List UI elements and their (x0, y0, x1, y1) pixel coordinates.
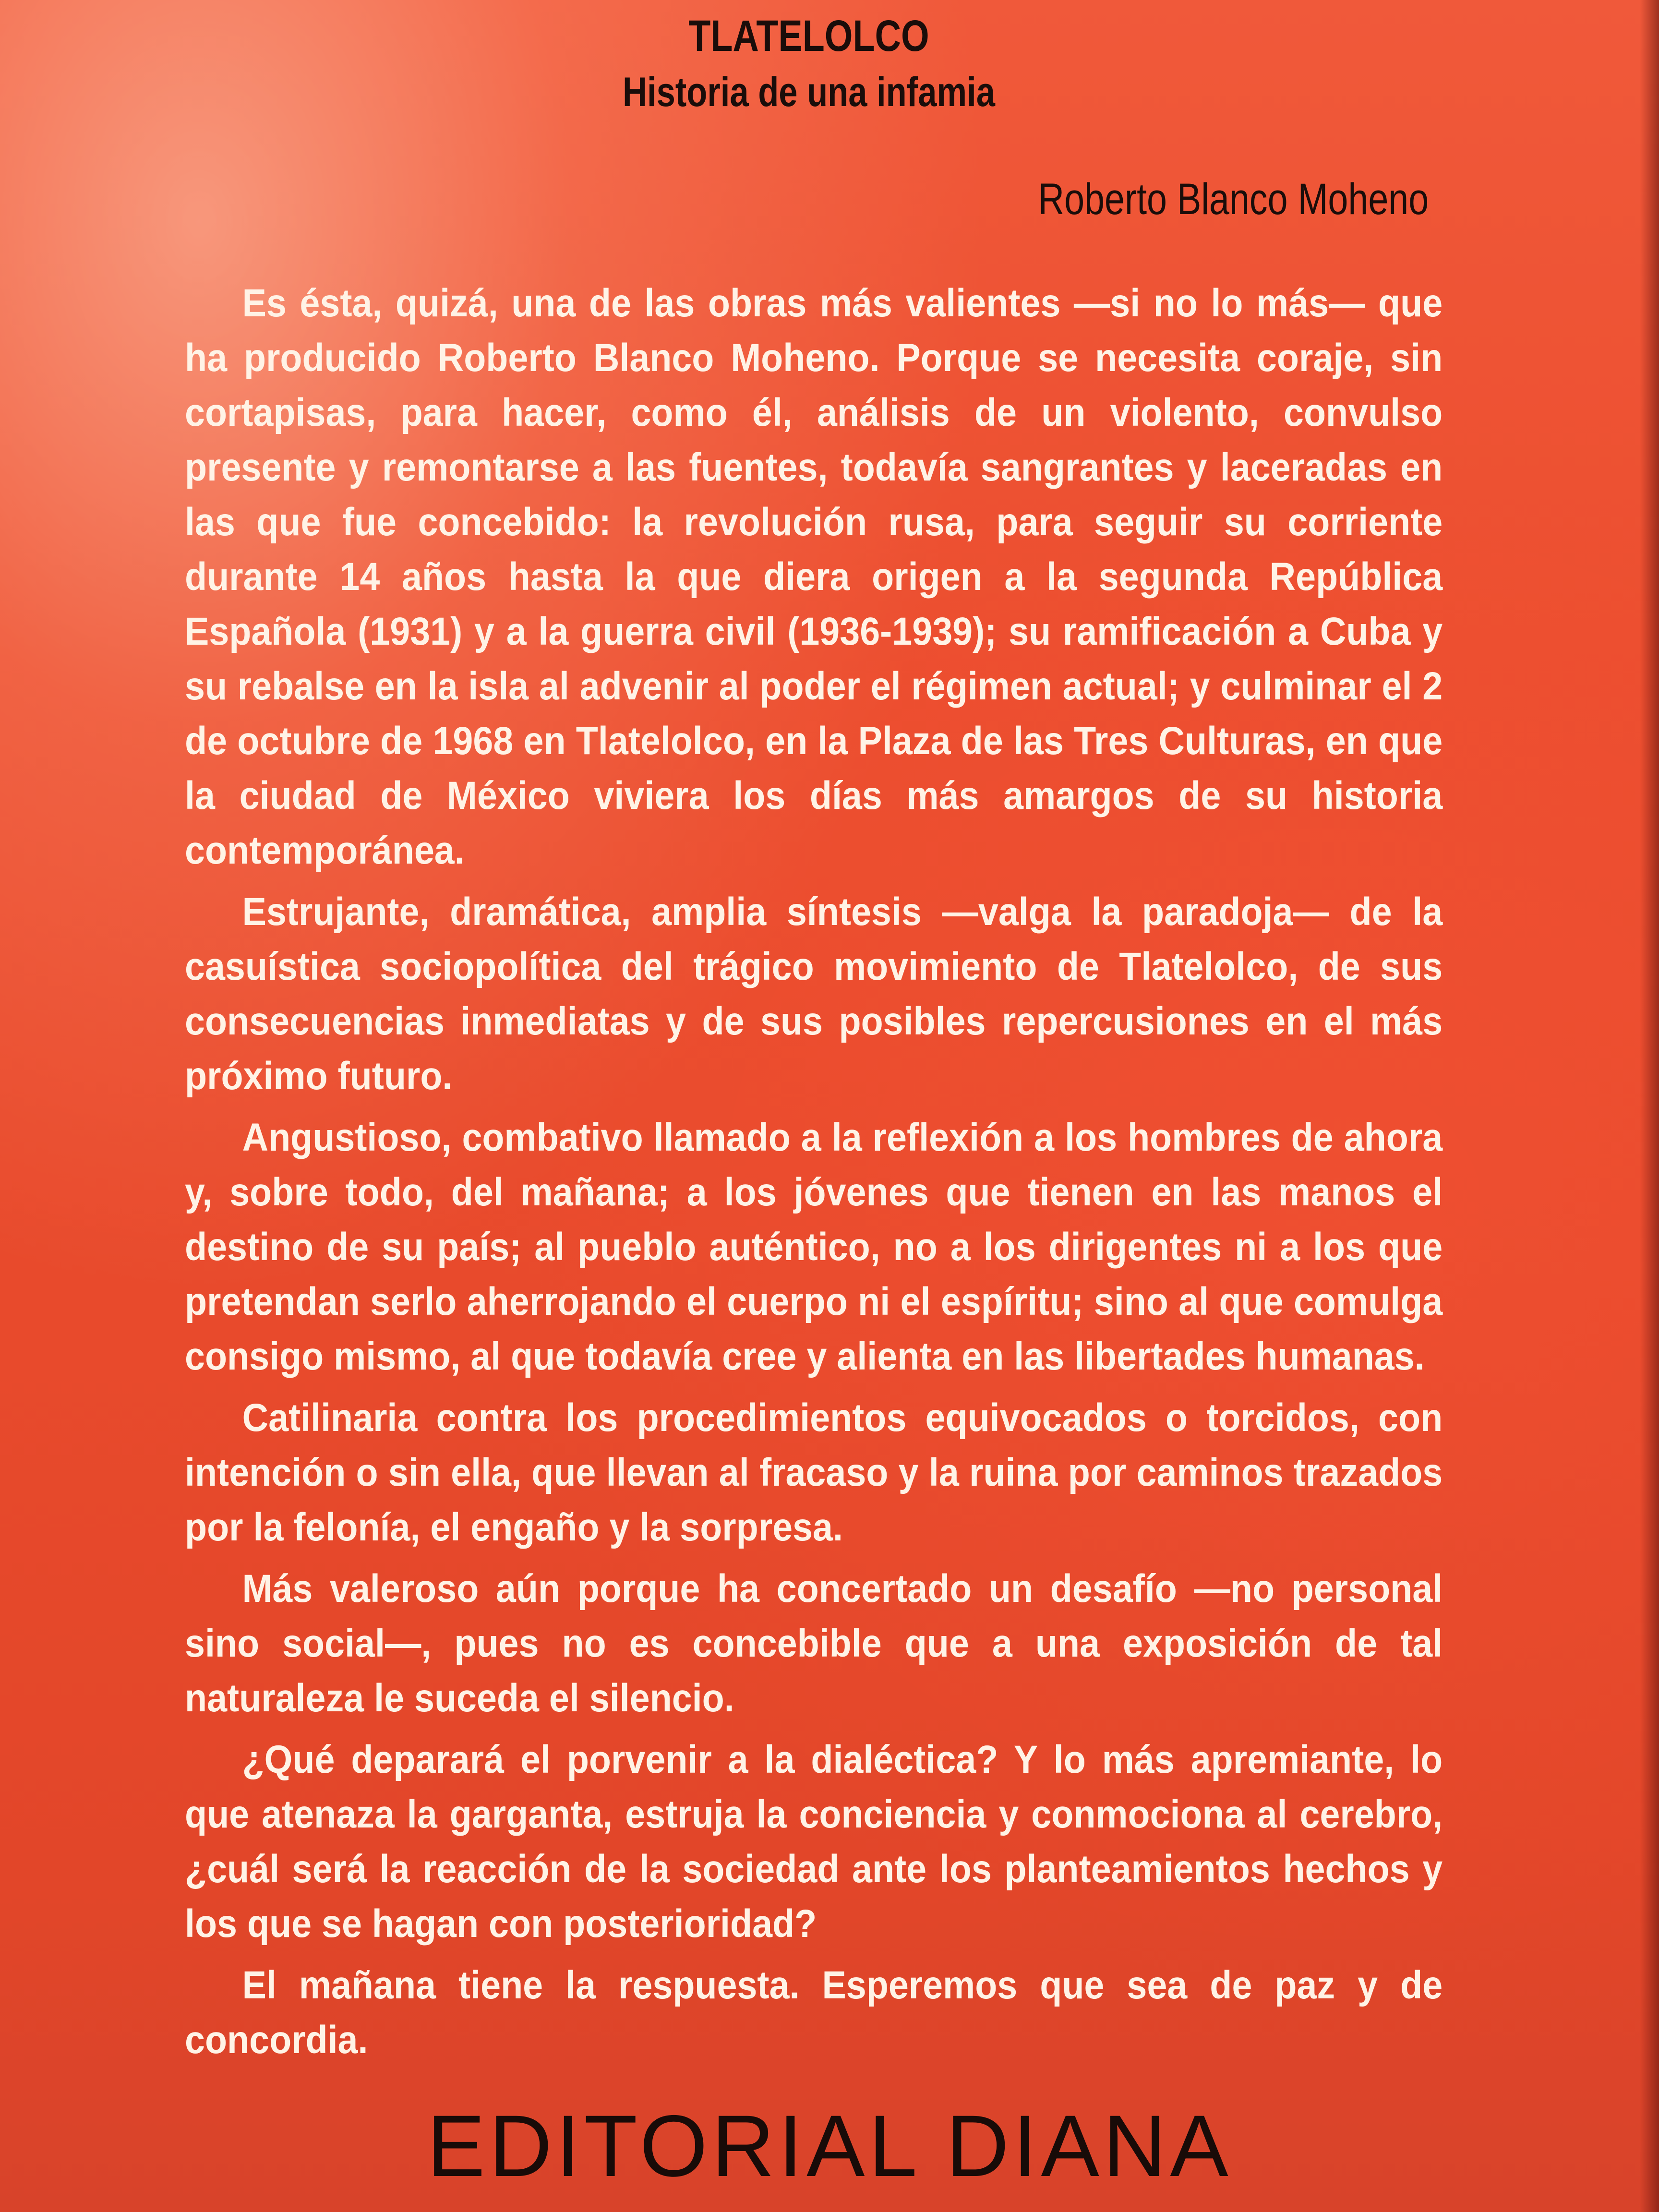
blurb-paragraph: Estrujante, dramática, amplia síntesis —valga la paradoja— de la casuística sociopolítica del trágico movimiento de Tlatelolco, de sus consecuencias inmediatas y de sus posibles repercusiones en el más próximo futuro. (185, 890, 1443, 1098)
book-subtitle: Historia de una infamia (623, 69, 995, 115)
book-author: Roberto Blanco Moheno (1038, 175, 1429, 224)
blurb-paragraph: Angustioso, combativo llamado a la reflexión a los hombres de ahora y, sobre todo, del mañana; a los jóvenes que tienen en las manos el destino de su país; al pueblo auténtico, no a los dirigentes ni a los que pretendan serlo aherrojando el cuerpo ni el espíritu; sino al que comulga consigo mismo, al que todavía cree y alienta en las libertades humanas. (185, 1116, 1443, 1378)
blurb-paragraph: Más valeroso aún porque ha concertado un desafío —no personal sino social—, pues no es concebible que a una exposición de tal naturaleza le suceda el silencio. (185, 1567, 1443, 1720)
blurb-paragraph: El mañana tiene la respuesta. Esperemos que sea de paz y de concordia. (185, 1963, 1443, 2062)
cover-edge-shadow (1640, 0, 1659, 2212)
publisher-name: EDITORIAL DIANA (427, 2097, 1232, 2195)
blurb-paragraph: Es ésta, quizá, una de las obras más valientes —si no lo más— que ha producido Roberto Blanco Moheno. Porque se necesita coraje, sin cortapisas, para hacer, como él, análisis de un violento, convulso presente y remontarse a las fuentes, todavía sangrantes y laceradas en las que fue concebido: la revolución rusa, para seguir su corriente durante 14 años hasta la que diera origen a la segunda República Española (1931) y a la guerra civil (1936-1939); su ramificación a Cuba y su rebalse en la isla al advenir al poder el régimen actual; y culminar el 2 de octubre de 1968 en Tlatelolco, en la Plaza de las Tres Culturas, en que la ciudad de México viviera los días más amargos de su historia contemporánea. (185, 281, 1443, 872)
blurb-paragraph: ¿Qué deparará el porvenir a la dialéctica? Y lo más apremiante, lo que atenaza la garganta, estruja la conciencia y conmociona al cerebro, ¿cuál será la reacción de la sociedad ante los planteamientos hechos y los que se hagan con posterioridad? (185, 1738, 1443, 1946)
blurb-text (185, 276, 1443, 2068)
book-title: TLATELOLCO (688, 12, 929, 60)
blurb-paragraph: Catilinaria contra los procedimientos equivocados o torcidos, con intención o sin ella, que llevan al fracaso y la ruina por caminos trazados por la felonía, el engaño y la sorpresa. (185, 1396, 1443, 1549)
